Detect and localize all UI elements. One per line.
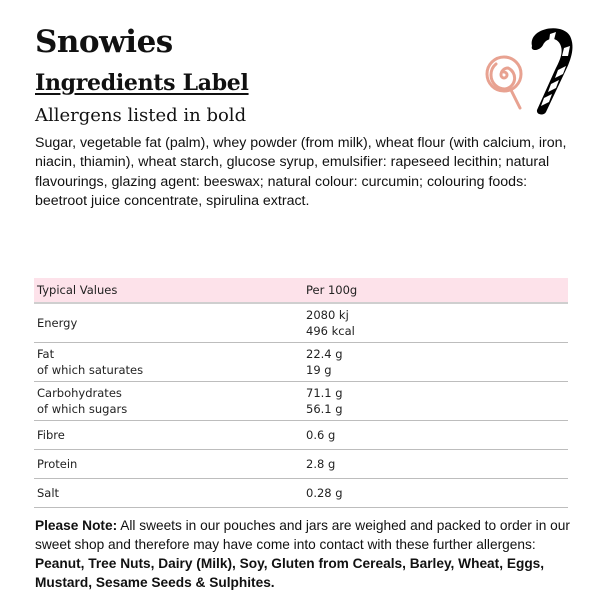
note-lead: Please Note: bbox=[35, 518, 118, 533]
nutrient-label bbox=[34, 382, 303, 421]
label-line: Fat bbox=[37, 347, 55, 361]
table-row bbox=[34, 382, 568, 421]
page-subtitle: Ingredients Label bbox=[35, 70, 249, 96]
nutrient-value: 0.6 g bbox=[303, 421, 568, 450]
value-line: 19 g bbox=[306, 363, 332, 377]
ingredients-text: Sugar, vegetable fat (palm), whey powder (from milk), wheat flour (with calcium, iron, niacin, thiamin), wheat starch, glucose syrup, emulsifier: rapeseed lecithin; natural flavourings, glazing agent: beeswax; natural colour: curcumin; colouring foods: beetroot juice concentrate, spirulina extract. bbox=[35, 135, 567, 209]
nutrient-value bbox=[303, 343, 568, 382]
table-row bbox=[34, 421, 568, 450]
value-line: 71.1 g bbox=[306, 386, 343, 400]
table-row bbox=[34, 479, 568, 508]
allergen-warning bbox=[35, 516, 575, 592]
nutrient-value: 0.28 g bbox=[303, 479, 568, 508]
sweets-illustration bbox=[480, 18, 580, 118]
value-line: 56.1 g bbox=[306, 402, 343, 416]
nutrient-value bbox=[303, 303, 568, 343]
value-line: 496 kcal bbox=[306, 324, 355, 338]
value-line: 2080 kj bbox=[306, 308, 349, 322]
label-line: of which saturates bbox=[37, 363, 144, 377]
table-header-row bbox=[34, 278, 568, 303]
table-row bbox=[34, 303, 568, 343]
page-title: Snowies bbox=[35, 24, 173, 60]
column-header-typical-values: Typical Values bbox=[34, 278, 303, 303]
nutrient-label: Protein bbox=[34, 450, 303, 479]
candy-cane-icon bbox=[480, 18, 580, 118]
column-header-per-100g: Per 100g bbox=[303, 278, 568, 303]
nutrient-value: 2.8 g bbox=[303, 450, 568, 479]
allergen-list: Peanut, Tree Nuts, Dairy (Milk), Soy, Gluten from Cereals, Barley, Wheat, Eggs, Mustard, Sesame Seeds & Sulphites. bbox=[35, 556, 545, 590]
note-body: All sweets in our pouches and jars are weighed and packed to order in our sweet shop and therefore may have come into contact with these further allergens: bbox=[35, 518, 570, 552]
nutrient-label: Salt bbox=[34, 479, 303, 508]
table-row bbox=[34, 343, 568, 382]
nutrition-table bbox=[34, 278, 568, 508]
value-line: 22.4 g bbox=[306, 347, 343, 361]
nutrient-label bbox=[34, 343, 303, 382]
label-line: of which sugars bbox=[37, 402, 128, 416]
table-row bbox=[34, 450, 568, 479]
allergen-note: Allergens listed in bold bbox=[35, 105, 247, 126]
nutrient-label: Fibre bbox=[34, 421, 303, 450]
label-line: Carbohydrates bbox=[37, 386, 122, 400]
nutrient-label: Energy bbox=[34, 303, 303, 343]
nutrient-value bbox=[303, 382, 568, 421]
